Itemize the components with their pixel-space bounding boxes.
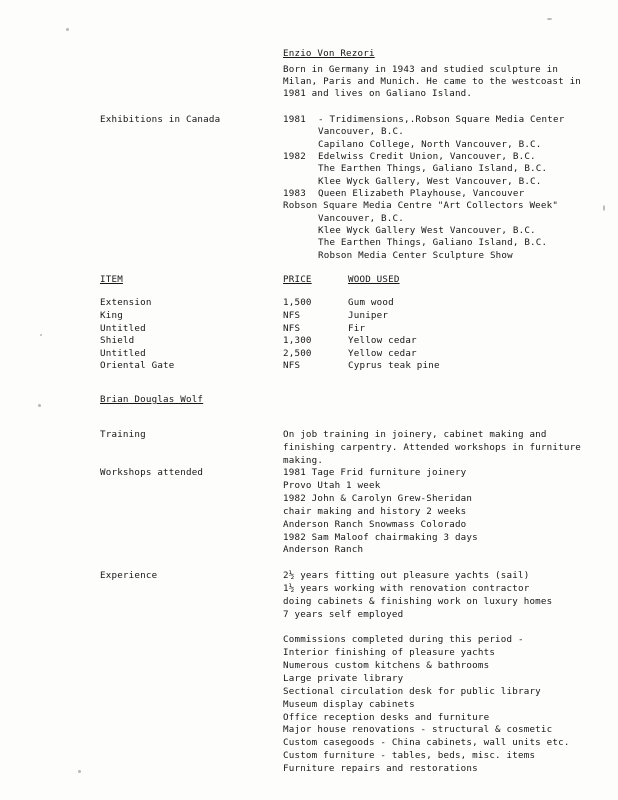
commissions-line: Custom furniture - tables, beds, misc. items <box>283 750 536 761</box>
section-line: 1½ years working with renovation contractor <box>283 583 530 594</box>
exhibition-entry: Queen Elizabeth Playhouse, Vancouver <box>318 188 525 199</box>
exhibition-entry: Vancouver, B.C. <box>318 213 404 224</box>
section-line: 7 years self employed <box>283 609 404 620</box>
commissions-line: Numerous custom kitchens & bathrooms <box>283 660 490 671</box>
table-row-price: 2,500 <box>283 348 312 359</box>
section-line: finishing carpentry. Attended workshops in furniture <box>283 442 582 453</box>
exhibition-year: 1982 <box>283 151 306 162</box>
exhibition-entry: Capilano College, North Vancouver, B.C. <box>318 139 542 150</box>
section-line: 1982 John & Carolyn Grew-Sheridan <box>283 493 473 504</box>
artist-1-name: Enzio Von Rezori <box>283 48 375 59</box>
table-row-item: Oriental Gate <box>100 360 175 371</box>
commissions-line: Furniture repairs and restorations <box>283 763 478 774</box>
section-line: 1981 Tage Frid furniture joinery <box>283 467 467 478</box>
section-line: making. <box>283 455 324 466</box>
exhibition-entry: - Tridimensions,.Robson Square Media Center <box>318 114 565 125</box>
exhibition-year: 1983 <box>283 188 306 199</box>
table-row-item: Shield <box>100 335 135 346</box>
table-row-wood: Juniper <box>348 310 389 321</box>
table-row-price: 1,300 <box>283 335 312 346</box>
commissions-line: Commissions completed during this period - <box>283 634 524 645</box>
table-row-price: NFS <box>283 360 301 371</box>
section-line: 2½ years fitting out pleasure yachts (sail) <box>283 570 530 581</box>
table-row-item: Untitled <box>100 348 146 359</box>
commissions-line: Interior finishing of pleasure yachts <box>283 647 496 658</box>
exhibition-entry: Vancouver, B.C. <box>318 126 404 137</box>
commissions-line: Sectional circulation desk for public library <box>283 686 541 697</box>
exhibition-entry: Klee Wyck Gallery, West Vancouver, B.C. <box>318 176 542 187</box>
table-row-item: Untitled <box>100 323 146 334</box>
section-label-training: Training <box>100 429 146 440</box>
section-label-workshops: Workshops attended <box>100 467 204 478</box>
table-row-wood: Fir <box>348 323 366 334</box>
exhibition-entry: Edelwiss Credit Union, Vancouver, B.C. <box>318 151 536 162</box>
section-line: doing cabinets & finishing work on luxury homes <box>283 596 553 607</box>
exhibition-entry: Robson Media Center Sculpture Show <box>318 250 513 261</box>
table-header-price: PRICE <box>283 274 312 285</box>
table-row-wood: Gum wood <box>348 297 394 308</box>
exhibition-year: 1981 <box>283 114 306 125</box>
commissions-line: Custom casegoods - China cabinets, wall units etc. <box>283 737 570 748</box>
exhibition-entry: The Earthen Things, Galiano Island, B.C. <box>318 237 548 248</box>
artist-1-bio-line: Born in Germany in 1943 and studied sculpture in <box>283 64 559 75</box>
artist-1-bio-line: 1981 and lives on Galiano Island. <box>283 88 473 99</box>
table-header-wood: WOOD USED <box>348 274 400 285</box>
commissions-line: Office reception desks and furniture <box>283 712 490 723</box>
table-header-item: ITEM <box>100 274 123 285</box>
section-line: Provo Utah 1 week <box>283 480 381 491</box>
commissions-line: Major house renovations - structural & cosmetic <box>283 724 553 735</box>
table-row-item: Extension <box>100 297 152 308</box>
exhibition-entry: The Earthen Things, Galiano Island, B.C. <box>318 163 548 174</box>
table-row-price: 1,500 <box>283 297 312 308</box>
section-line: 1982 Sam Maloof chairmaking 3 days <box>283 532 478 543</box>
exhibition-entry: Robson Square Media Centre "Art Collectors Week" <box>283 200 559 211</box>
table-row-wood: Yellow cedar <box>348 335 417 346</box>
table-row-wood: Cyprus teak pine <box>348 360 440 371</box>
section-line: Anderson Ranch Snowmass Colorado <box>283 519 467 530</box>
commissions-line: Museum display cabinets <box>283 699 415 710</box>
section-line: On job training in joinery, cabinet making and <box>283 429 547 440</box>
artist-2-name: Brian Douglas Wolf <box>100 394 204 405</box>
commissions-line: Large private library <box>283 673 404 684</box>
table-row-price: NFS <box>283 323 301 334</box>
section-line: Anderson Ranch <box>283 544 364 555</box>
table-row-price: NFS <box>283 310 301 321</box>
artist-1-bio-line: Milan, Paris and Munich. He came to the westcoast in <box>283 76 582 87</box>
table-row-item: King <box>100 310 123 321</box>
section-line: chair making and history 2 weeks <box>283 506 467 517</box>
exhibitions-label: Exhibitions in Canada <box>100 114 221 125</box>
section-label-experience: Experience <box>100 570 158 581</box>
exhibition-entry: Klee Wyck Gallery West Vancouver, B.C. <box>318 225 536 236</box>
table-row-wood: Yellow cedar <box>348 348 417 359</box>
